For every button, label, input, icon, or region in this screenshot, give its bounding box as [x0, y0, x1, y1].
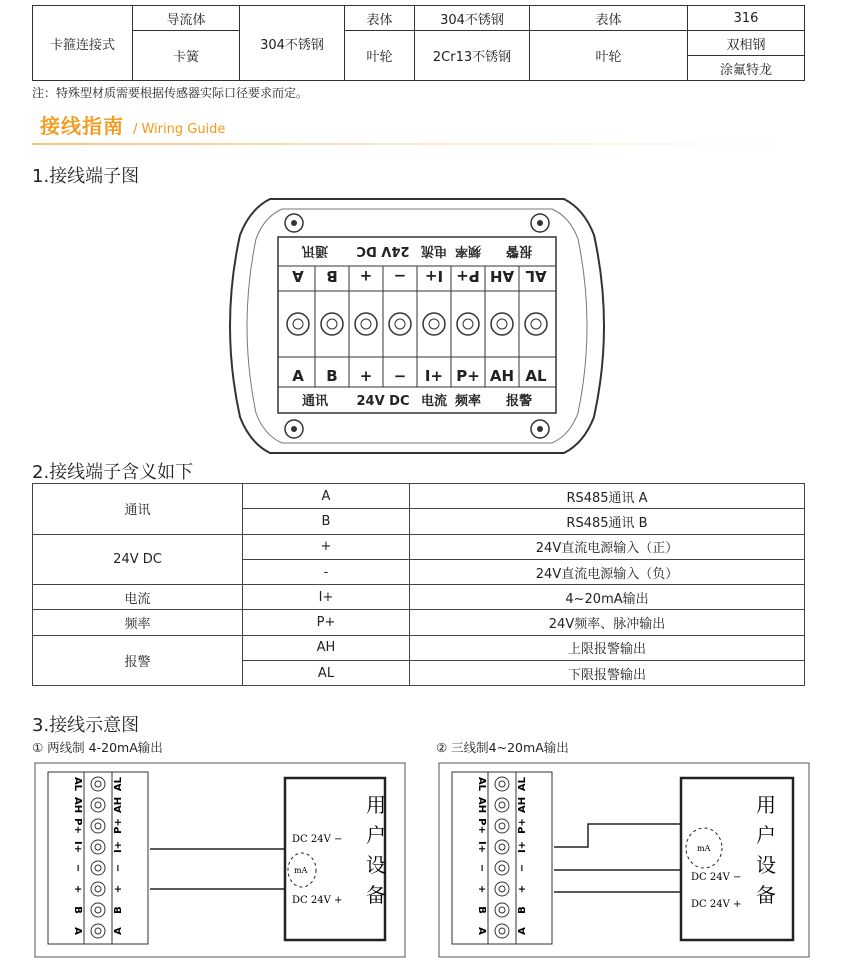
- terminal-diagram: [222, 195, 612, 457]
- wiring-diagram-three-wire: [438, 762, 812, 960]
- terminal-label: A: [292, 367, 304, 385]
- strip-label: +: [476, 884, 487, 894]
- strip-label: −: [72, 863, 83, 873]
- meaning-description: RS485通讯 A: [410, 484, 805, 509]
- strip-label: A: [517, 927, 528, 935]
- dc-minus-label: DC 24V −: [292, 834, 343, 845]
- terminal-group-label-flipped: 24V DC: [356, 243, 410, 258]
- meaning-terminal: B: [243, 509, 410, 534]
- header-slash: /: [133, 122, 138, 137]
- strip-label: B: [113, 906, 124, 914]
- terminal-group-label-flipped: 通讯: [301, 243, 329, 258]
- meaning-group: 电流: [33, 585, 243, 610]
- strip-label: A: [476, 927, 487, 935]
- terminal-label-flipped: +: [359, 267, 373, 285]
- meaning-description: 上限报警输出: [410, 635, 805, 660]
- strip-label: P+: [517, 818, 528, 834]
- dc-plus-label: DC 24V +: [292, 895, 343, 906]
- strip-label: P+: [113, 818, 124, 834]
- terminal-label: +: [359, 367, 373, 385]
- section-header: [40, 110, 225, 139]
- meaning-terminal: +: [243, 534, 410, 559]
- sec1-title: 1.接线端子图: [32, 166, 140, 187]
- diagram1-caption: ① 两线制 4-20mA输出: [32, 740, 163, 755]
- terminal-screw: [321, 313, 343, 335]
- strip-screw: [91, 924, 105, 938]
- material-cell: 304不锈钢: [240, 6, 345, 81]
- material-table: [32, 5, 805, 81]
- terminal-group-label: 通讯: [301, 394, 329, 409]
- meaning-terminal: AH: [243, 635, 410, 660]
- terminal-label-flipped: AH: [489, 267, 515, 285]
- strip-label: AL: [113, 776, 124, 792]
- terminal-label: B: [326, 367, 338, 385]
- strip-screw: [495, 798, 509, 812]
- meaning-description: 24V直流电源输入（负）: [410, 559, 805, 584]
- strip-label: P+: [72, 818, 83, 834]
- strip-label: −: [476, 863, 487, 873]
- meaning-terminal: I+: [243, 585, 410, 610]
- ma-meter-label: mA: [697, 844, 711, 853]
- terminal-label: P+: [456, 367, 480, 385]
- meaning-table: [32, 483, 805, 686]
- diagram2-caption: ② 三线制4~20mA输出: [436, 740, 569, 755]
- meaning-description: 下限报警输出: [410, 661, 805, 686]
- strip-screw: [495, 924, 509, 938]
- meaning-group: 通讯: [33, 484, 243, 535]
- meaning-terminal: AL: [243, 661, 410, 686]
- meaning-group: 频率: [33, 610, 243, 635]
- strip-screw: [91, 903, 105, 917]
- strip-screw: [91, 798, 105, 812]
- material-cell: 导流体: [133, 6, 240, 31]
- strip-screw: [91, 882, 105, 896]
- strip-screw: [495, 840, 509, 854]
- meaning-group: 24V DC: [33, 534, 243, 585]
- strip-label: B: [517, 906, 528, 914]
- sec3-title: 3.接线示意图: [32, 715, 140, 736]
- header-title: 接线指南: [40, 114, 124, 138]
- material-cell: 叶轮: [530, 31, 688, 81]
- strip-screw: [91, 777, 105, 791]
- strip-label: AH: [72, 796, 83, 814]
- meaning-description: 24V频率、脉冲输出: [410, 610, 805, 635]
- terminal-label: AL: [525, 367, 547, 385]
- strip-label: A: [72, 927, 83, 935]
- strip-label: P+: [476, 818, 487, 834]
- strip-screw: [91, 861, 105, 875]
- header-underline: [32, 143, 805, 145]
- terminal-screw: [287, 313, 309, 335]
- strip-screw: [495, 903, 509, 917]
- user-device-label-1: 用: [366, 793, 386, 817]
- meaning-description: RS485通讯 B: [410, 509, 805, 534]
- terminal-group-label: 报警: [505, 394, 533, 409]
- strip-label: B: [72, 906, 83, 914]
- user-device-label-3: 设: [366, 853, 386, 877]
- terminal-screw: [355, 313, 377, 335]
- dc-plus-label: DC 24V +: [691, 899, 742, 910]
- strip-label: AL: [517, 776, 528, 792]
- terminal-screw: [491, 313, 513, 335]
- strip-screw: [495, 819, 509, 833]
- terminal-group-label: 频率: [454, 394, 482, 409]
- strip-label: AL: [72, 776, 83, 792]
- meaning-description: 4~20mA输出: [410, 585, 805, 610]
- strip-label: AL: [476, 776, 487, 792]
- terminal-label: −: [393, 367, 407, 385]
- user-device-label-1: 用: [756, 793, 776, 817]
- terminal-screw: [457, 313, 479, 335]
- strip-label: I+: [517, 840, 528, 854]
- strip-label: −: [113, 863, 124, 873]
- user-device-label-4: 备: [756, 883, 776, 907]
- terminal-label-flipped: A: [292, 267, 304, 285]
- terminal-label-flipped: AL: [525, 267, 547, 285]
- meaning-terminal: P+: [243, 610, 410, 635]
- material-cell: 叶轮: [345, 31, 415, 81]
- terminal-group-label: 24V DC: [356, 394, 410, 409]
- user-device-label-2: 户: [366, 823, 386, 847]
- ma-meter-label: mA: [294, 866, 308, 875]
- sec2-title: 2.接线端子含义如下: [32, 462, 194, 483]
- strip-label: +: [72, 884, 83, 894]
- terminal-label-flipped: P+: [456, 267, 480, 285]
- terminal-screw: [423, 313, 445, 335]
- material-cell: 双相钢: [688, 31, 805, 56]
- strip-label: AH: [476, 796, 487, 814]
- strip-screw: [91, 840, 105, 854]
- terminal-screw: [525, 313, 547, 335]
- strip-screw: [495, 777, 509, 791]
- material-cell: 卡簧: [133, 31, 240, 81]
- terminal-label: I+: [424, 367, 444, 385]
- terminal-screw: [389, 313, 411, 335]
- strip-label: AH: [113, 796, 124, 814]
- strip-screw: [495, 861, 509, 875]
- user-device-label-4: 备: [366, 883, 386, 907]
- terminal-label-flipped: B: [326, 267, 338, 285]
- material-cell: 304不锈钢: [415, 6, 530, 31]
- user-device-label-2: 户: [756, 823, 776, 847]
- strip-label: I+: [113, 840, 124, 854]
- material-cell: 2Cr13不锈钢: [415, 31, 530, 81]
- strip-label: +: [517, 884, 528, 894]
- user-device-label-3: 设: [756, 853, 776, 877]
- material-cell: 表体: [530, 6, 688, 31]
- material-cell: 316: [688, 6, 805, 31]
- terminal-group-label-flipped: 电流: [420, 243, 448, 258]
- strip-label: +: [113, 884, 124, 894]
- strip-screw: [495, 882, 509, 896]
- material-cell: 表体: [345, 6, 415, 31]
- material-cell: 涂氟特龙: [688, 56, 805, 81]
- strip-label: I+: [72, 840, 83, 854]
- meaning-description: 24V直流电源输入（正）: [410, 534, 805, 559]
- material-note: 注：特殊型材质需要根据传感器实际口径要求而定。: [32, 86, 309, 100]
- meaning-group: 报警: [33, 635, 243, 686]
- terminal-label: AH: [489, 367, 515, 385]
- strip-label: A: [113, 927, 124, 935]
- terminal-group-label-flipped: 报警: [505, 243, 533, 258]
- strip-label: B: [476, 906, 487, 914]
- meaning-terminal: A: [243, 484, 410, 509]
- meaning-terminal: -: [243, 559, 410, 584]
- strip-screw: [91, 819, 105, 833]
- terminal-label-flipped: I+: [424, 267, 444, 285]
- header-subtitle: Wiring Guide: [141, 122, 226, 137]
- strip-label: AH: [517, 796, 528, 814]
- material-row-label: 卡箍连接式: [33, 6, 133, 81]
- terminal-group-label: 电流: [420, 394, 448, 409]
- dc-minus-label: DC 24V −: [691, 872, 742, 883]
- strip-label: −: [517, 863, 528, 873]
- wiring-diagram-two-wire: [34, 762, 408, 960]
- terminal-label-flipped: −: [393, 267, 407, 285]
- terminal-group-label-flipped: 频率: [454, 243, 482, 258]
- strip-label: I+: [476, 840, 487, 854]
